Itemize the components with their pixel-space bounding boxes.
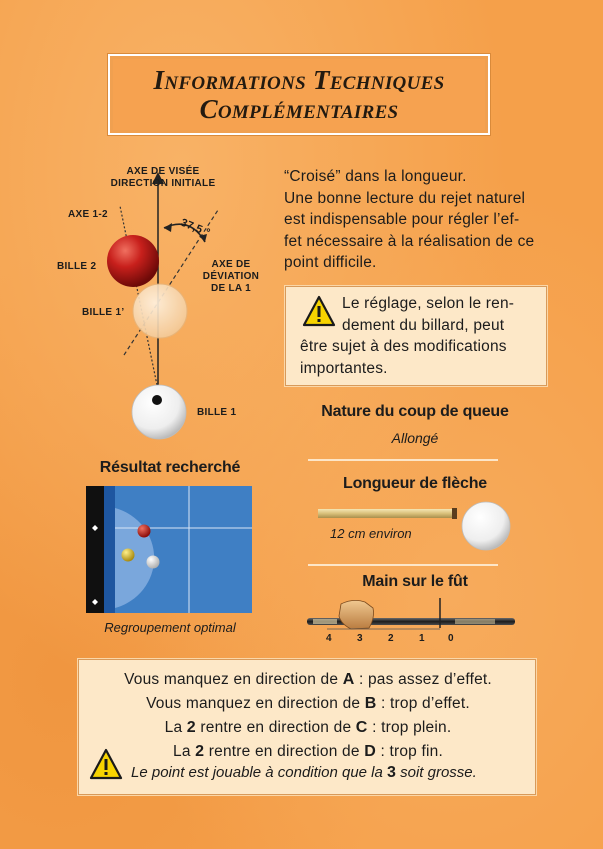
label-deviation-1: AXE DE [211,259,251,270]
label-bille-2: BILLE 2 [57,261,97,272]
tick-0: 0 [448,633,454,644]
outcome-3-result: : trop plein. [367,719,452,736]
result-heading: Résultat recherché [99,459,241,476]
label-deviation-axis [196,259,266,295]
outcome-2-result: : trop d’effet. [376,695,470,712]
ball-deviation-diagram [60,150,270,450]
label-aiming-axis [108,166,218,190]
cue-ball [462,502,510,550]
ball-2 [107,235,159,287]
intro-line-4: fet nécessaire à la réalisation de ce [284,232,535,250]
outcome-4-text: La [173,743,196,760]
warning-line-2: dement du billard, peut [342,316,505,334]
yellow-ball [122,549,135,562]
outcome-2-text: Vous manquez en direction de [146,695,365,712]
intro-line-1: “Croisé” dans la longueur. [284,168,467,185]
page-title [108,54,490,135]
label-aiming-axis-2: DIRECTION INITIALE [110,178,216,189]
label-angle: 37,5 ° [178,216,212,240]
fleche-heading: Longueur de flèche [343,475,487,492]
hand [339,600,374,629]
main-heading: Main sur le fût [362,573,468,590]
divider [308,564,498,566]
fleche-value: 12 cm environ [330,526,412,541]
nature-value: Allongé [391,430,439,446]
cue-shaft [318,509,454,518]
outcome-4-result: : trop fin. [375,743,443,760]
tick-1: 1 [419,633,425,644]
outcome-1-text: Vous manquez en direction de [124,671,343,688]
title-line-2: Complémentaires [199,93,399,124]
cue-contact-point [152,395,162,405]
red-ball [138,525,151,538]
outcome-3-ball: 2 [186,719,196,736]
outcome-1-result: : pas assez d’effet. [354,671,492,688]
warning-line-3: être sujet à des modifications [300,338,507,355]
cue-hand-diagram [305,596,520,636]
playability-condition: soit grosse. [395,764,477,781]
playability-note [131,764,531,782]
outcomes-text [79,668,537,764]
divider [308,459,498,461]
table-result-diagram [86,486,252,613]
outcome-1-letter: A [342,671,355,688]
outcome-line-1 [79,668,537,692]
label-bille-1: BILLE 1 [197,407,237,418]
outcome-line-3 [79,716,537,740]
outcome-4-text-2: rentre en direction de [204,743,365,760]
label-aiming-axis-1: AXE DE VISÉE [126,166,200,177]
outcome-line-4 [79,740,537,764]
ball-1 [132,385,186,439]
white-ball [147,556,160,569]
cue-tip [452,508,457,519]
intro-line-5: point difficile. [284,254,377,271]
playability-text: Le point est jouable à condition que la [131,764,388,781]
warning-icon [89,748,123,780]
nature-heading: Nature du coup de queue [321,403,509,420]
playability-ball: 3 [387,764,396,781]
outcome-3-text: La [164,719,187,736]
table-rail [86,486,104,613]
outcome-3-text-2: rentre en direction de [195,719,356,736]
outcome-4-letter: D [364,743,376,760]
label-bille-1-prime: BILLE 1’ [82,307,125,318]
ball-1-ghost [133,284,187,338]
intro-line-2: Une bonne lecture du rejet naturel [284,189,526,207]
label-deviation-3: DE LA 1 [210,283,252,294]
tick-2: 2 [388,633,394,644]
outcome-2-letter: B [364,695,377,712]
warning-box [285,286,547,386]
outcome-4-ball: 2 [195,743,205,760]
title-line-1: Informations Techniques [153,64,445,95]
tick-4: 4 [326,633,332,644]
outcome-line-2 [79,692,537,716]
result-caption: Regroupement optimal [104,620,236,635]
warning-text [300,293,542,379]
outcomes-box [78,659,536,795]
label-axis-12: AXE 1-2 [68,209,108,220]
warning-line-4: importantes. [300,359,388,377]
tick-3: 3 [357,633,363,644]
intro-paragraph [284,166,574,274]
intro-line-3: est indispensable pour régler l’ef- [284,211,520,228]
outcome-3-letter: C [355,719,368,736]
label-deviation-2: DÉVIATION [202,271,260,282]
warning-line-1: Le réglage, selon le ren- [342,295,515,312]
table-cushion [104,486,115,613]
